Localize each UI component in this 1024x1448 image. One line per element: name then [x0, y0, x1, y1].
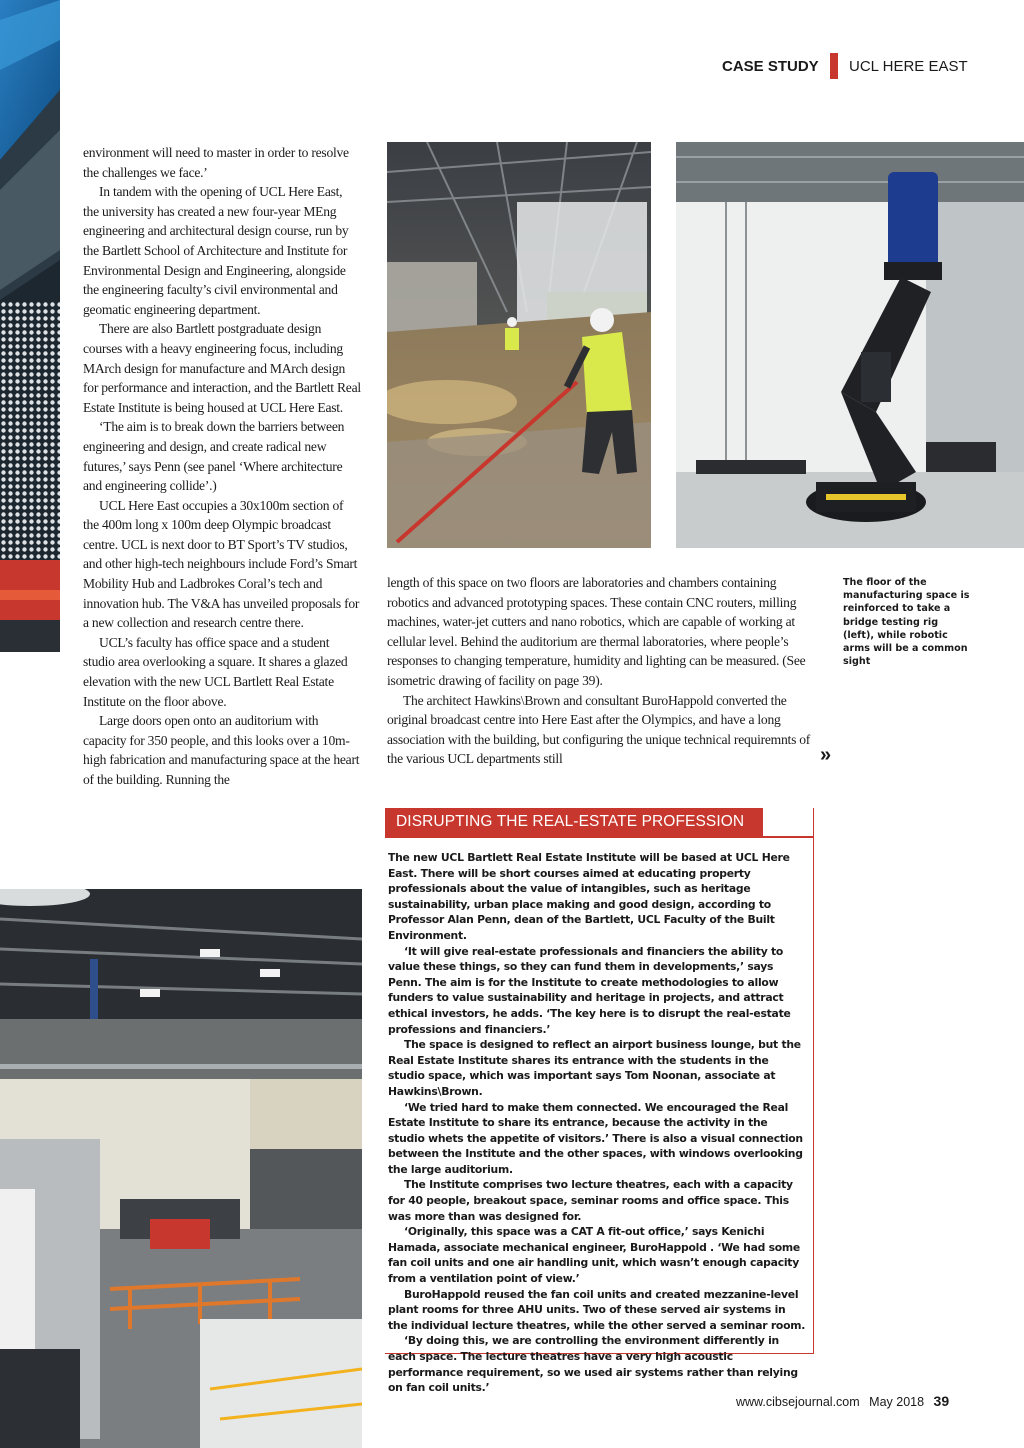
panel-body — [388, 850, 806, 1396]
header-divider-bar — [830, 53, 838, 79]
panel-paragraph: The new UCL Bartlett Real Estate Institute will be based at UCL Here East. There will be short courses aimed at educating property professionals about the value of intangibles, such as heritage sustainability, urban place making and good design, according to Professor Alan Penn, dean of the Bartlett, UCL Faculty of the Built Environment. — [388, 851, 790, 942]
panel-paragraph: ‘By doing this, we are controlling the environment differently in each space. The lecture theatres have a very high acoustic performance requirement, so we used air systems rather than relying on fan coil units.’ — [388, 1334, 798, 1395]
panel-paragraph: The Institute comprises two lecture theatres, each with a capacity for 40 people, breakout space, seminar rooms and office space. This was more than was designed for. — [388, 1178, 793, 1223]
hall-illustration — [0, 889, 362, 1448]
panel-paragraph: ‘Originally, this space was a CAT A fit-out office,’ says Kenichi Hamada, associate mechanical engineer, BuroHappold . ‘We had some fan coil units and one air handling unit, which wasn’t enough capacity from a ventilation point of view.’ — [388, 1225, 801, 1286]
page-number: 39 — [933, 1393, 950, 1409]
manufacturing-hall-photo — [0, 889, 362, 1448]
middle-column-text — [387, 573, 812, 769]
section-label: CASE STUDY — [722, 58, 819, 75]
panel-paragraph: ‘It will give real-estate professionals and financiers the ability to value these things, so they can fund them in developments,’ says Penn. The aim is for the Institute to create methodologies to allow funders to value sustainability and heritage in projects, and attract ethical investors, he adds. ‘The key here is to disrupt the real-estate professions and financiers.’ — [388, 944, 791, 1036]
page-header — [700, 50, 980, 84]
footer-website: www.cibsejournal.com — [736, 1395, 860, 1409]
paragraph: UCL Here East occupies a 30x100m section of the 400m long x 100m deep Olympic broadcast centre. UCL is next door to BT Sport’s TV studios, and other high-tech neighbours include Ford’s Smart Mobility Hub and Ladbrokes Coral’s tech and innovation hub. The V&A has unveiled proposals for a new collection and research centre there. — [83, 497, 360, 631]
paragraph: In tandem with the opening of UCL Here East, the university has created a new four-year MEng engineering and architectural design course, run by the Bartlett School of Architecture and Institute for Environmental Design and Engineering, alongside the engineering faculty’s civil environmental and geomatic engineering department. — [83, 184, 349, 317]
footer-issue: May 2018 — [869, 1395, 925, 1409]
concrete-worker-illustration — [387, 142, 651, 548]
robot-arm-illustration — [676, 142, 1024, 548]
facade-photo — [0, 0, 60, 652]
topic-label: UCL HERE EAST — [849, 58, 968, 75]
concrete-pour-photo — [387, 142, 651, 548]
panel-paragraph: The space is designed to reflect an airport business lounge, but the Real Estate Institute shares its entrance with the students in the studio space, which was important says Tom Noonan, associate at Hawkins\Brown. — [388, 1038, 801, 1098]
paragraph: There are also Bartlett postgraduate design courses with a heavy engineering focus, including MArch design for manufacture and MArch design for performance and interaction, and the Bartlett Real Estate Institute is being housed at UCL Here East. — [83, 321, 361, 415]
robotic-arm-photo — [676, 142, 1024, 548]
sidebar-panel — [385, 808, 814, 1395]
panel-title: DISRUPTING THE REAL-ESTATE PROFESSION — [396, 813, 745, 830]
facade-illustration — [0, 0, 60, 652]
paragraph: The architect Hawkins\Brown and consultant BuroHappold converted the original broadcast centre into Here East after the Olympics, and have a long association with the building, but configuring the unique technical requiremnts of the various UCL departments still — [387, 692, 811, 767]
paragraph: environment will need to master in order to resolve the challenges we face.’ — [83, 145, 349, 180]
page-footer — [736, 1393, 976, 1413]
paragraph: UCL’s faculty has office space and a student studio area overlooking a square. It shares a glazed elevation with the new UCL Bartlett Real Estate Institute on the floor above. — [83, 634, 348, 709]
paragraph: ‘The aim is to break down the barriers between engineering and design, and create radical new futures,’ says Penn (see panel ‘Where architecture and engineering collide’.) — [83, 419, 345, 494]
paragraph: length of this space on two floors are laboratories and chambers containing robotics and advanced prototyping spaces. These contain CNC routers, milling machines, water-jet cutters and nano robotics, which are capable of working at cellular level. Behind the auditorium are thermal laboratories, where people’s responses to changing temperature, humidity and lighting can be measured. (See isometric drawing of facility on page 39). — [387, 575, 806, 688]
left-column-text — [83, 143, 361, 790]
paragraph: Large doors open onto an auditorium with capacity for 350 people, and this looks over a 10m-high fabrication and manufacturing space at the heart of the building. Running the — [83, 713, 360, 787]
panel-title-bar — [385, 808, 763, 836]
continue-arrow-icon: » — [820, 744, 832, 766]
panel-title-rule — [385, 836, 813, 838]
panel-paragraph: BuroHappold reused the fan coil units and created mezzanine-level plant rooms for three AHU units. Two of these served air systems in the individual lecture theatres, while the other served a seminar room. — [388, 1287, 806, 1332]
photo-caption: The floor of the manufacturing space is reinforced to take a bridge testing rig (left), while robotic arms will be a common sight — [843, 577, 970, 668]
panel-paragraph: ‘We tried hard to make them connected. We encouraged the Real Estate Institute to share its entrance, because the activity in the studio whets the appetite of visitors.’ There is also a visual connection between the Institute and the other spaces, with windows overlooking the large auditorium. — [388, 1100, 803, 1176]
